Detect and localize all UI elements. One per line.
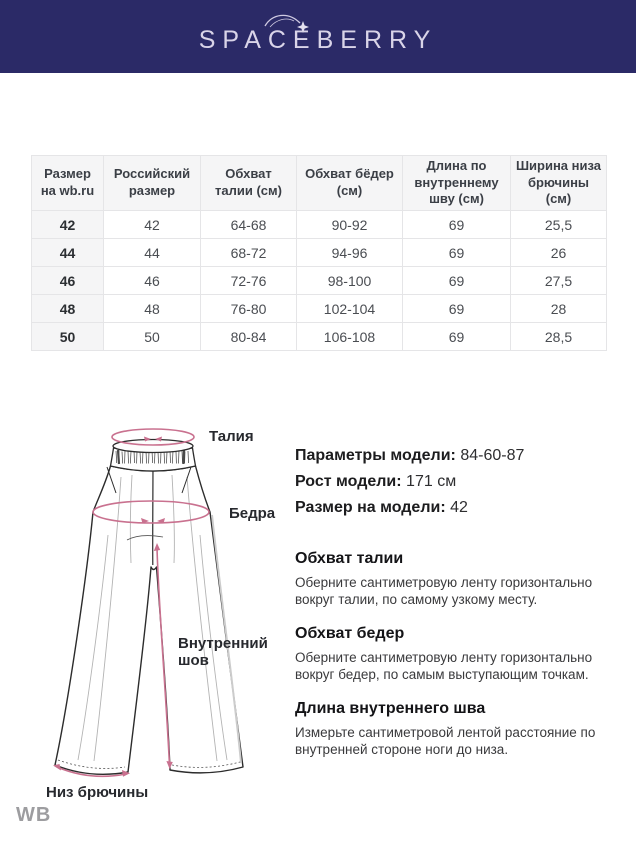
- cell-ru-size: 48: [104, 295, 201, 323]
- pants-measurement-diagram: [20, 415, 300, 815]
- brand-logo: SPACEBERRY: [198, 26, 438, 54]
- guide-waist-title: Обхват талии: [295, 550, 404, 567]
- diagram-label-inseam: Внутренний шов: [178, 635, 268, 669]
- model-parameters-label: Параметры модели:: [295, 447, 456, 464]
- cell-hips: 106-108: [297, 323, 403, 351]
- table-row: [32, 295, 607, 323]
- cell-wb-size: 48: [32, 295, 104, 323]
- cell-wb-size: 44: [32, 239, 104, 267]
- model-parameters-line: [295, 443, 625, 469]
- cell-ru-size: 44: [104, 239, 201, 267]
- diagram-label-waist: Талия: [209, 428, 254, 445]
- table-row: [32, 239, 607, 267]
- measurement-info-column: [295, 443, 625, 774]
- col-header-ru-size: Российский размер: [104, 156, 201, 211]
- wb-watermark: WB: [16, 804, 52, 826]
- col-header-hips: Обхват бёдер (см): [297, 156, 403, 211]
- model-height-label: Рост модели:: [295, 473, 402, 490]
- cell-waist: 72-76: [201, 267, 297, 295]
- cell-inseam: 69: [403, 267, 511, 295]
- cell-inseam: 69: [403, 239, 511, 267]
- cell-waist: 76-80: [201, 295, 297, 323]
- cell-hem-width: 25,5: [511, 211, 607, 239]
- guide-waist: [295, 549, 625, 608]
- guide-waist-text: Оберните сантиметровую ленту горизонтально вокруг талии, по самому узкому месту.: [295, 575, 593, 607]
- cell-wb-size: 46: [32, 267, 104, 295]
- guide-inseam-text: Измерьте сантиметровой лентой расстояние по внутренней стороне ноги до низа.: [295, 725, 596, 757]
- cell-ru-size: 46: [104, 267, 201, 295]
- model-height-value: 171 см: [406, 473, 457, 490]
- table-row: [32, 267, 607, 295]
- cell-hips: 90-92: [297, 211, 403, 239]
- guide-hips-title: Обхват бедер: [295, 625, 405, 642]
- cell-inseam: 69: [403, 323, 511, 351]
- cell-hem-width: 28,5: [511, 323, 607, 351]
- diagram-label-hips: Бедра: [229, 505, 276, 522]
- model-size-value: 42: [450, 499, 468, 516]
- cell-ru-size: 50: [104, 323, 201, 351]
- size-table: [31, 155, 607, 351]
- model-size-line: [295, 495, 625, 521]
- cell-hem-width: 27,5: [511, 267, 607, 295]
- cell-ru-size: 42: [104, 211, 201, 239]
- diagram-label-hem: Низ брючины: [46, 784, 149, 801]
- col-header-inseam: Длина по внутреннему шву (см): [403, 156, 511, 211]
- cell-wb-size: 50: [32, 323, 104, 351]
- cell-hem-width: 28: [511, 295, 607, 323]
- table-row: [32, 323, 607, 351]
- cell-inseam: 69: [403, 295, 511, 323]
- model-parameters-value: 84-60-87: [460, 447, 525, 464]
- cell-waist: 68-72: [201, 239, 297, 267]
- table-row: [32, 211, 607, 239]
- guide-inseam-title: Длина внутреннего шва: [295, 700, 486, 717]
- col-header-waist: Обхват талии (см): [201, 156, 297, 211]
- cell-waist: 64-68: [201, 211, 297, 239]
- col-header-hem-width: Ширина низа брючины (см): [511, 156, 607, 211]
- cell-inseam: 69: [403, 211, 511, 239]
- cell-wb-size: 42: [32, 211, 104, 239]
- brand-header: [0, 0, 636, 73]
- cell-hem-width: 26: [511, 239, 607, 267]
- size-table-header-row: [32, 156, 607, 211]
- col-header-wb-size: Размер на wb.ru: [32, 156, 104, 211]
- model-parameters-block: [295, 443, 625, 521]
- guide-inseam: [295, 699, 625, 758]
- waist-opening: [113, 440, 193, 453]
- guide-hips: [295, 624, 625, 683]
- guide-hips-text: Оберните сантиметровую ленту горизонтально вокруг бедер, по самым выступающим точкам.: [295, 650, 593, 682]
- cell-hips: 94-96: [297, 239, 403, 267]
- cell-hips: 98-100: [297, 267, 403, 295]
- model-height-line: [295, 469, 625, 495]
- cell-hips: 102-104: [297, 295, 403, 323]
- cell-waist: 80-84: [201, 323, 297, 351]
- model-size-label: Размер на модели:: [295, 499, 446, 516]
